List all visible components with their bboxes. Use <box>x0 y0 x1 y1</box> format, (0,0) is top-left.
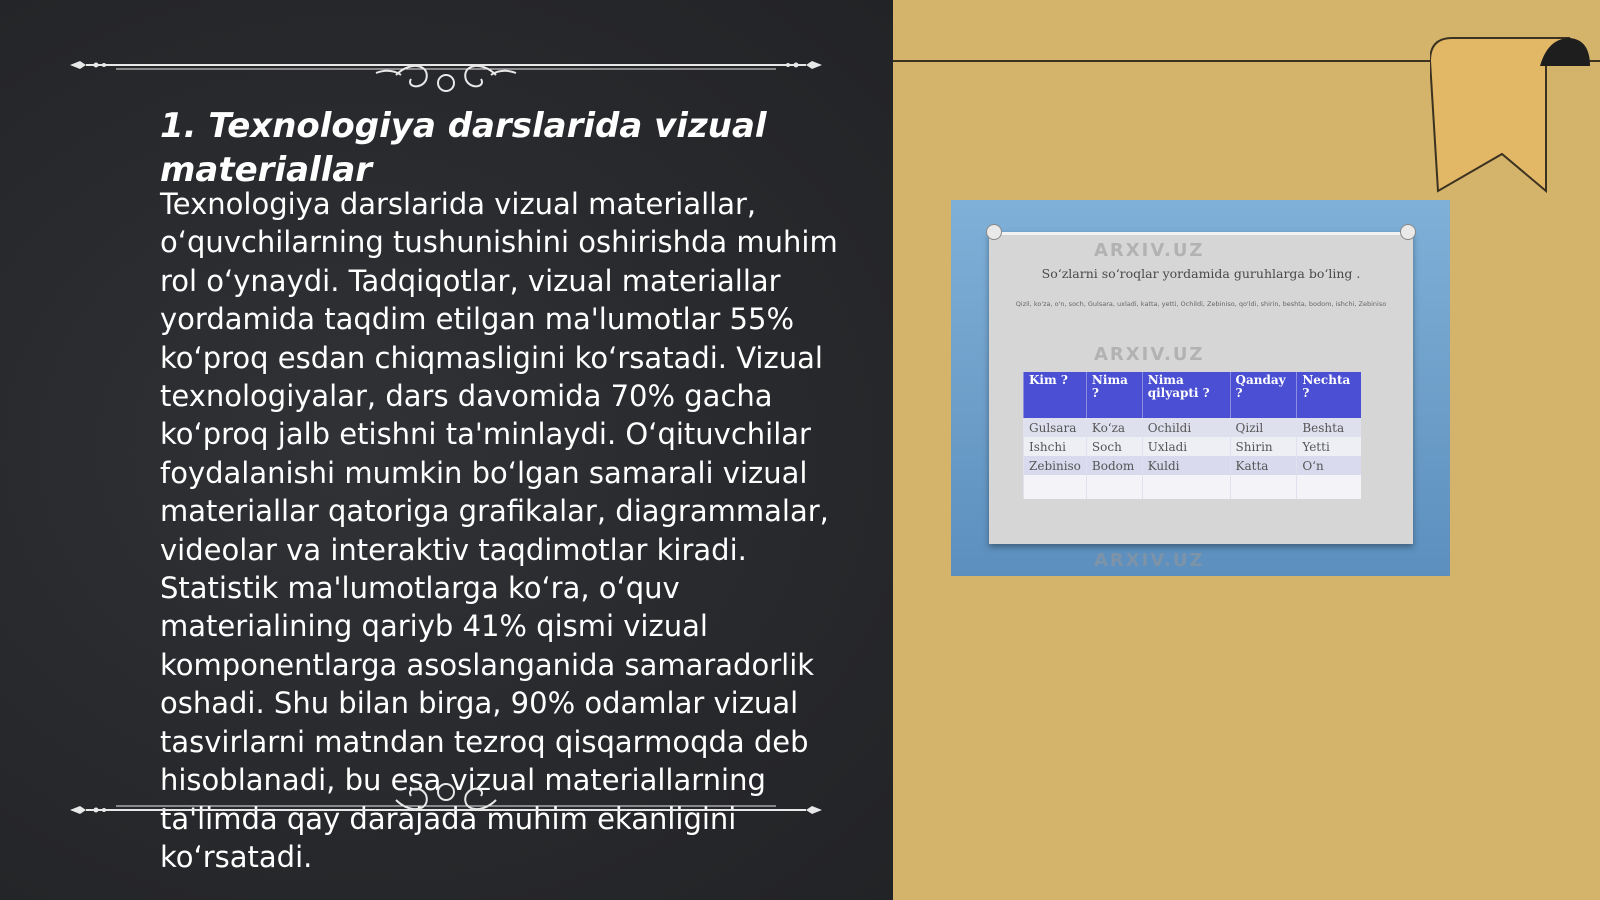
table-cell: Yetti <box>1297 437 1361 456</box>
flourish-divider-icon <box>66 45 826 95</box>
worksheet-table <box>1023 372 1361 499</box>
bookmark-ribbon-icon <box>1430 36 1590 198</box>
slide-body-text: Texnologiya darslarida vizual materiallar, oʻquvchilarning tushunishini oshirishda muhim rol oʻynaydi. Tadqiqotlar, vizual materiallar yordamida taqdim etilgan ma'lumotlar 55% koʻproq esdan chiqmasligini koʻrsatadi. Vizual texnologiyalar, dars davomida 70% gacha koʻproq jalb etishni ta'minlaydi. Oʻqituvchilar foydalanishi mumkin boʻlgan samarali vizual materiallar qatoriga grafikalar, diagrammalar, videolar va interaktiv taqdimotlar kiradi. Statistik ma'lumotlarga koʻra, oʻquv materialining qariyb 41% qismi vizual komponentlarga asoslanganida samaradorlik oshadi. Shu bilan birga, 90% odamlar vizual tasvirlarni matndan tezroq qisqarmoqda deb hisoblanadi, bu esa vizual materiallarning ta'limda qay darajada muhim ekanligini koʻrsatadi. <box>160 187 838 874</box>
worksheet-board <box>989 232 1413 544</box>
table-row <box>1024 418 1362 437</box>
column-header: Nechta ? <box>1297 372 1361 418</box>
table-cell: Uxladi <box>1142 437 1230 456</box>
table-cell: Beshta <box>1297 418 1361 437</box>
table-cell: Katta <box>1230 456 1297 475</box>
table-row <box>1024 456 1362 475</box>
flourish-divider-icon <box>66 780 826 830</box>
column-header: Nima ? <box>1086 372 1142 418</box>
table-cell: Ochildi <box>1142 418 1230 437</box>
column-header: Nima qilyapti ? <box>1142 372 1230 418</box>
table-cell: Ko‘za <box>1086 418 1142 437</box>
column-header: Kim ? <box>1024 372 1087 418</box>
table-cell: Ishchi <box>1024 437 1087 456</box>
table-cell: Soch <box>1086 437 1142 456</box>
worksheet-title: So‘zlarni so‘roqlar yordamida guruhlarga bo‘ling . <box>1041 266 1361 281</box>
pin-icon <box>986 224 1002 240</box>
table-cell: Zebiniso <box>1024 456 1087 475</box>
watermark: ARXIV.UZ <box>1094 550 1205 571</box>
watermark: ARXIV.UZ <box>1094 344 1205 365</box>
worksheet-photo <box>951 200 1450 576</box>
table-header-row <box>1024 372 1362 418</box>
watermark: ARXIV.UZ <box>1094 240 1205 261</box>
table-cell: Qizil <box>1230 418 1297 437</box>
pin-icon <box>1400 224 1416 240</box>
slide-title: 1. Texnologiya darslarida vizual materiallar <box>160 106 767 190</box>
table-cell: Bodom <box>1086 456 1142 475</box>
column-header: Qanday ? <box>1230 372 1297 418</box>
table-cell: Gulsara <box>1024 418 1087 437</box>
table-cell: Shirin <box>1230 437 1297 456</box>
table-row <box>1024 437 1362 456</box>
worksheet-word-list: Qizil, ko'za, o'n, soch, Gulsara, uxladi, katta, yetti, Ochildi, Zebiniso, qo'ldi, shirin, beshta, bodom, ishchi, Zebiniso <box>1015 300 1387 308</box>
table-cell: Kuldi <box>1142 456 1230 475</box>
table-cell: O‘n <box>1297 456 1361 475</box>
table-row <box>1024 475 1362 499</box>
